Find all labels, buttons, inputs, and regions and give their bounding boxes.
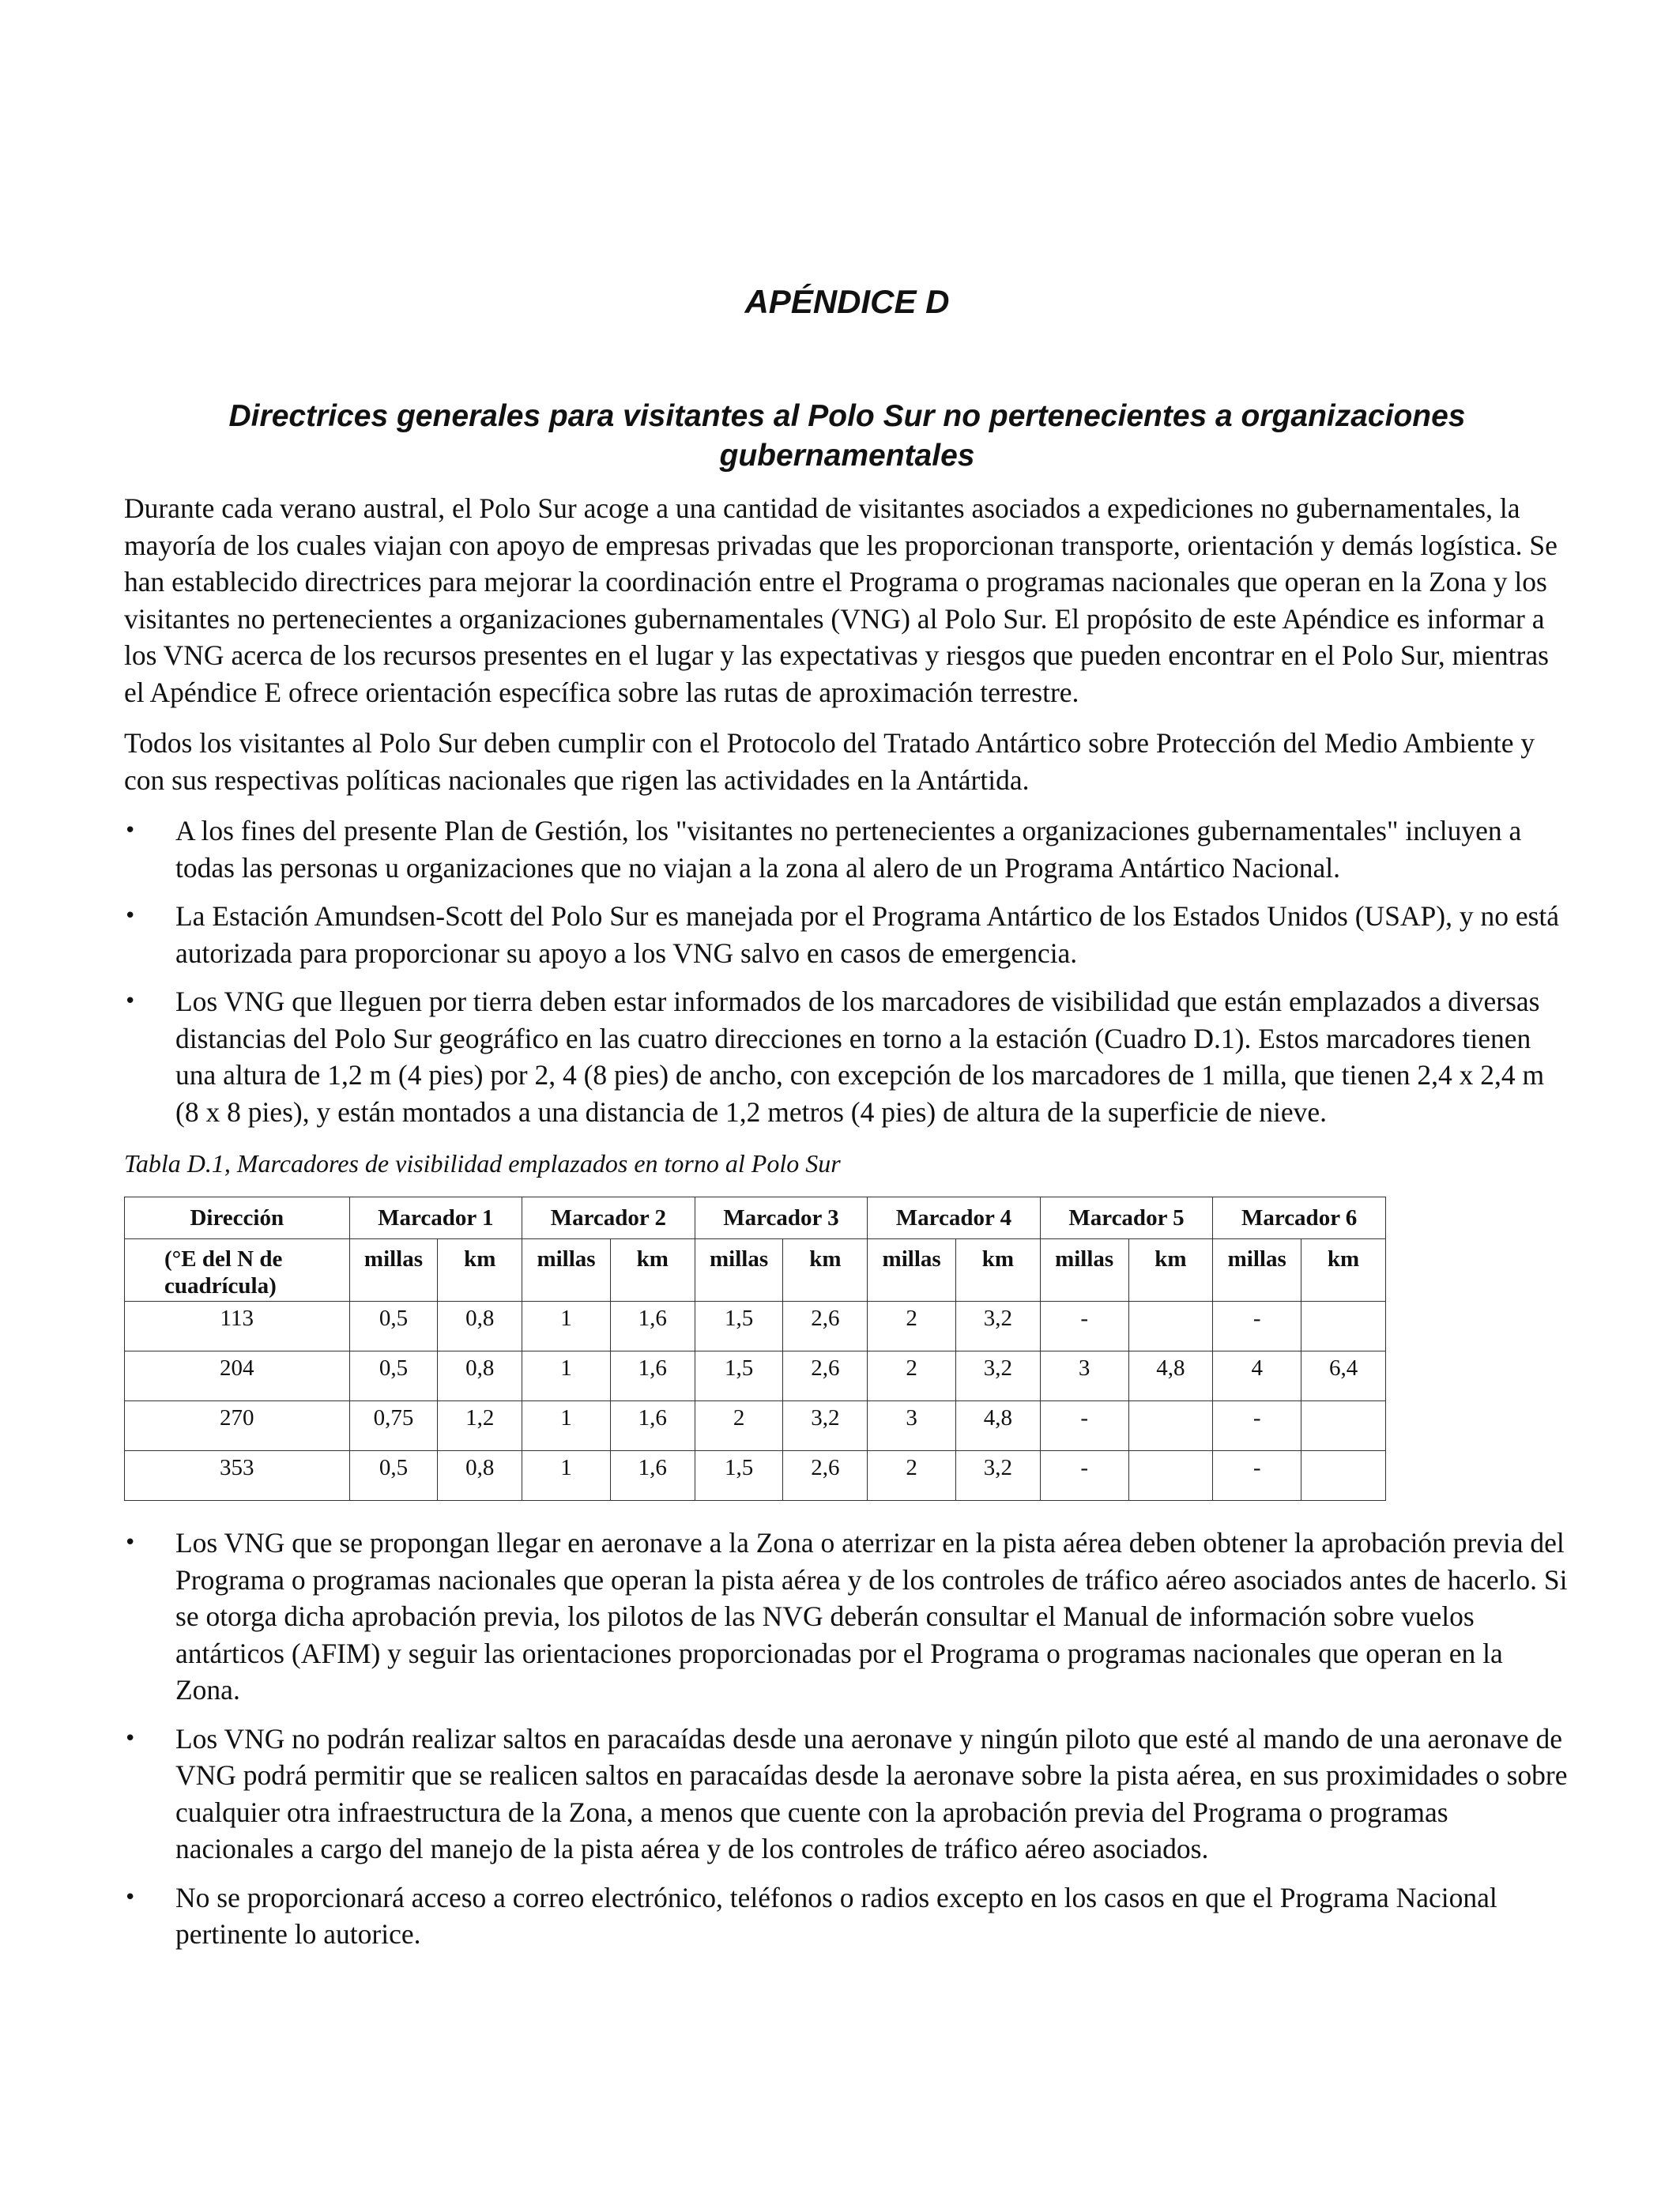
column-header-marker: Marcador 5	[1040, 1197, 1213, 1239]
table-cell: 0,8	[438, 1302, 522, 1351]
table-cell: 1,6	[610, 1451, 695, 1501]
table-cell: 113	[125, 1302, 350, 1351]
table-cell: 1	[522, 1302, 611, 1351]
appendix-heading: APÉNDICE D	[744, 283, 950, 320]
unit-header-miles: millas	[1213, 1239, 1301, 1302]
list-item	[124, 898, 1570, 971]
intro-paragraph: Durante cada verano austral, el Polo Sur acoge a una cantidad de visitantes asociados a expediciones no gubernamentales, la mayoría de los cuales viajan con apoyo de empresas privadas que les proporcionan transporte, orientación y demás logística. Se han establecido directrices para mejorar la coordinación entre el Programa o programas nacionales que operan en la Zona y los visitantes no pertenecientes a organizaciones gubernamentales (VNG) al Polo Sur. El propósito de este Apéndice es informar a los VNG acerca de los recursos presentes en el lugar y las expectativas y riesgos que pueden encontrar en el Polo Sur, mientras el Apéndice E ofrece orientación específica sobre las rutas de aproximación terrestre.	[124, 492, 1558, 708]
table-cell: 1,6	[610, 1351, 695, 1401]
table-cell: -	[1213, 1302, 1301, 1351]
table-cell	[1128, 1401, 1213, 1451]
table-cell: 2	[695, 1401, 783, 1451]
table-cell: -	[1040, 1302, 1128, 1351]
visibility-markers-table	[124, 1197, 1386, 1501]
table-cell: 3	[868, 1401, 956, 1451]
table-cell: 1	[522, 1451, 611, 1501]
column-header-marker: Marcador 3	[695, 1197, 868, 1239]
list-item-text: Los VNG que se propongan llegar en aeronave a la Zona o aterrizar en la pista aérea deben obtener la aprobación previa del Programa o programas nacionales que operan la pista aérea y de los controles de tráfico aéreo asociados antes de hacerlo. Si se otorga dicha aprobación previa, los pilotos de las NVG deberán consultar el Manual de información sobre vuelos antárticos (AFIM) y seguir las orientaciones proporcionadas por el Programa o programas nacionales que operan en la Zona.	[175, 1527, 1568, 1706]
unit-header-miles: millas	[349, 1239, 438, 1302]
table-row	[125, 1451, 1386, 1501]
bullet-icon: •	[124, 1531, 137, 1555]
table-cell: 204	[125, 1351, 350, 1401]
unit-header-km: km	[610, 1239, 695, 1302]
table-row	[125, 1302, 1386, 1351]
table-cell: 1,5	[695, 1302, 783, 1351]
unit-header-km: km	[438, 1239, 522, 1302]
unit-header-km: km	[956, 1239, 1041, 1302]
table-cell: 0,8	[438, 1451, 522, 1501]
table-cell: 1,6	[610, 1401, 695, 1451]
table-cell: 3,2	[956, 1351, 1041, 1401]
table-cell: 1,2	[438, 1401, 522, 1451]
unit-header-miles: millas	[868, 1239, 956, 1302]
table-cell: 2,6	[783, 1451, 868, 1501]
table-cell	[1128, 1302, 1213, 1351]
list-item	[124, 1525, 1570, 1709]
bullet-icon: •	[124, 990, 137, 1013]
table-subheader-row	[125, 1239, 1386, 1302]
bullet-icon: •	[124, 1726, 137, 1751]
table-cell: 1,6	[610, 1302, 695, 1351]
table-cell: 2	[868, 1302, 956, 1351]
column-subheader-direction: (°E del N de cuadrícula)	[125, 1239, 350, 1302]
table-cell: -	[1213, 1401, 1301, 1451]
table-cell: 0,5	[349, 1351, 438, 1401]
unit-header-miles: millas	[695, 1239, 783, 1302]
table-cell	[1301, 1302, 1386, 1351]
table-cell: 1	[522, 1401, 611, 1451]
unit-header-miles: millas	[1040, 1239, 1128, 1302]
bullet-list-upper	[124, 812, 1570, 1130]
table-cell: -	[1040, 1401, 1128, 1451]
table-caption: Tabla D.1, Marcadores de visibilidad emplazados en torno al Polo Sur	[124, 1149, 841, 1178]
list-item-text: Los VNG no podrán realizar saltos en paracaídas desde una aeronave y ningún piloto que esté al mando de una aeronave de VNG podrá permitir que se realicen saltos en paracaídas desde la aeronave sobre la pista aérea, en sus proximidades o sobre cualquier otra infraestructura de la Zona, a menos que cuente con la aprobación previa del Programa o programas nacionales a cargo del manejo de la pista aérea y de los controles de tráfico aéreo asociados.	[175, 1722, 1568, 1864]
table-cell: 4,8	[1128, 1351, 1213, 1401]
table-cell	[1128, 1451, 1213, 1501]
table-cell: 6,4	[1301, 1351, 1386, 1401]
table-cell: 3,2	[956, 1302, 1041, 1351]
table-cell: 4	[1213, 1351, 1301, 1401]
table-cell: 2,6	[783, 1351, 868, 1401]
bullet-list-lower	[124, 1525, 1570, 1953]
list-item	[124, 983, 1570, 1130]
bullet-icon: •	[124, 1885, 137, 1909]
table-cell: 0,5	[349, 1451, 438, 1501]
table-cell: 2	[868, 1351, 956, 1401]
column-header-direction: Dirección	[125, 1197, 350, 1239]
table-header-row	[125, 1197, 1386, 1239]
table-cell: 4,8	[956, 1401, 1041, 1451]
table-cell: 0,5	[349, 1302, 438, 1351]
list-item	[124, 812, 1570, 886]
table-cell	[1301, 1401, 1386, 1451]
column-header-marker: Marcador 2	[522, 1197, 695, 1239]
compliance-paragraph: Todos los visitantes al Polo Sur deben cumplir con el Protocolo del Tratado Antártico sobre Protección del Medio Ambiente y con sus respectivas políticas nacionales que rigen las actividades en la Antártida.	[124, 727, 1535, 796]
table-cell: 3,2	[783, 1401, 868, 1451]
list-item-text: No se proporcionará acceso a correo electrónico, teléfonos o radios excepto en los casos en que el Programa Nacional pertinente lo autorice.	[175, 1881, 1497, 1950]
table-row	[125, 1401, 1386, 1451]
list-item	[124, 1721, 1570, 1868]
table-cell: -	[1213, 1451, 1301, 1501]
body-text	[124, 490, 1570, 1967]
unit-header-miles: millas	[522, 1239, 611, 1302]
unit-header-km: km	[1128, 1239, 1213, 1302]
unit-header-km: km	[783, 1239, 868, 1302]
table-cell: 3	[1040, 1351, 1128, 1401]
table-cell: -	[1040, 1451, 1128, 1501]
list-item-text: Los VNG que lleguen por tierra deben estar informados de los marcadores de visibilidad que están emplazados a diversas distancias del Polo Sur geográfico en las cuatro direcciones en torno a la estación (Cuadro D.1). Estos marcadores tienen una altura de 1,2 m (4 pies) por 2, 4 (8 pies) de ancho, con excepción de los marcadores de 1 milla, que tienen 2,4 x 2,4 m (8 x 8 pies), y están montados a una distancia de 1,2 metros (4 pies) de altura de la superficie de nieve.	[175, 986, 1545, 1128]
list-item-text: La Estación Amundsen-Scott del Polo Sur es manejada por el Programa Antártico de los Estados Unidos (USAP), y no está autorizada para proporcionar su apoyo a los VNG salvo en casos de emergencia.	[175, 900, 1560, 969]
column-header-marker: Marcador 4	[868, 1197, 1041, 1239]
table-cell: 0,75	[349, 1401, 438, 1451]
column-header-marker: Marcador 6	[1213, 1197, 1386, 1239]
table-cell: 353	[125, 1451, 350, 1501]
list-item	[124, 1879, 1570, 1953]
table-row	[125, 1351, 1386, 1401]
unit-header-km: km	[1301, 1239, 1386, 1302]
table-cell: 2,6	[783, 1302, 868, 1351]
column-header-marker: Marcador 1	[349, 1197, 522, 1239]
list-item-text: A los fines del presente Plan de Gestión, los "visitantes no pertenecientes a organizaciones gubernamentales" incluyen a todas las personas u organizaciones que no viajan a la zona al alero de un Programa Antártico Nacional.	[175, 815, 1522, 884]
table-cell: 1	[522, 1351, 611, 1401]
table-cell: 270	[125, 1401, 350, 1451]
table-cell: 1,5	[695, 1351, 783, 1401]
document-title: Directrices generales para visitantes al Polo Sur no pertenecientes a organizaciones gubernamentales	[228, 399, 1466, 473]
table-cell: 2	[868, 1451, 956, 1501]
table-cell: 3,2	[956, 1451, 1041, 1501]
table-cell: 1,5	[695, 1451, 783, 1501]
bullet-icon: •	[124, 819, 137, 843]
bullet-icon: •	[124, 904, 137, 928]
table-cell	[1301, 1451, 1386, 1501]
table-cell: 0,8	[438, 1351, 522, 1401]
